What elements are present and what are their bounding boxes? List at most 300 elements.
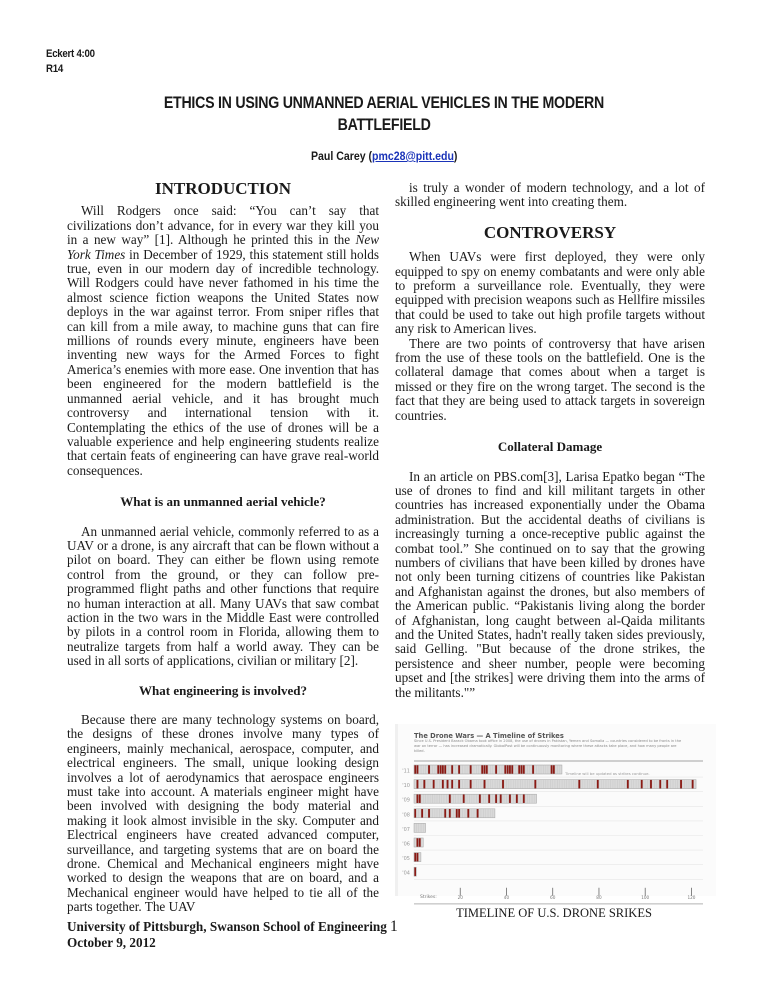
strike-cell [511,765,513,774]
strike-cell [479,809,481,818]
controversy-paragraph-2: There are two points of controversy that have arisen from the use of these tools on the battlefield. One is the collateral damage that comes about when a target is missed or they fire on the wrong target. The second is the fact that they are being used to attack targets in sovereign countries. [395,335,705,423]
strike-cell [479,794,481,803]
strike-cell [440,765,442,774]
strike-cell [440,780,442,789]
year-label: '05 [402,856,410,863]
strike-cell [451,809,453,818]
strike-cell [421,780,423,789]
author-name: Paul Carey ( [310,149,372,163]
strike-cell [481,780,483,789]
author-line [0,149,768,163]
strike-cell [428,794,430,803]
strike-cell [419,838,421,847]
strike-cell [465,780,467,789]
strike-cell [486,809,488,818]
strike-cell [514,780,516,789]
strike-cell [532,765,534,774]
strike-cell [435,809,437,818]
strike-cell [458,765,460,774]
strike-cell [523,794,525,803]
controversy-heading: CONTROVERSY [483,222,617,242]
strike-cell [442,765,444,774]
strike-cell [444,809,446,818]
strike-cell [433,794,435,803]
strike-cell [456,794,458,803]
strike-cell [497,780,499,789]
strike-cell [488,780,490,789]
strike-cell [627,780,629,789]
strike-cell [511,794,513,803]
strike-cell [486,780,488,789]
strike-cell [516,794,518,803]
strike-cell [571,780,573,789]
strike-cell [416,853,418,862]
introduction-heading: INTRODUCTION [154,179,292,198]
strike-cell [423,780,425,789]
strike-cell [518,794,520,803]
strike-cell [548,765,550,774]
strike-cell [488,809,490,818]
year-label: '08 [402,812,410,819]
strike-cell [426,780,428,789]
strike-cell [585,780,587,789]
strike-cell [474,794,476,803]
strike-cell [470,794,472,803]
strike-cell [694,780,696,789]
strike-cell [456,765,458,774]
strike-cell [428,809,430,818]
strike-cell [449,794,451,803]
strike-cell [685,780,687,789]
strike-cell [514,765,516,774]
strike-cell [564,780,566,789]
uav-heading: What is an unmanned aerial vehicle? [120,494,326,510]
strike-cell [532,780,534,789]
strike-cell [560,780,562,789]
strike-cell [419,809,421,818]
strike-cell [470,780,472,789]
strike-cell [474,809,476,818]
strike-cell [657,780,659,789]
strike-cell [467,809,469,818]
strike-cell [594,780,596,789]
strike-cell [484,794,486,803]
strike-cell [435,794,437,803]
strike-cell [527,780,529,789]
strike-cell [416,809,418,818]
strike-cell [583,780,585,789]
strike-cell [465,809,467,818]
strike-cell [652,780,654,789]
strike-cell [662,780,664,789]
x-tick-label: 20 [457,894,463,900]
strike-cell [671,780,673,789]
x-axis-label: Strikes: [420,894,437,900]
strike-cell [659,780,661,789]
strike-cell [435,780,437,789]
strike-cell [416,765,418,774]
strike-cell [504,794,506,803]
strike-cell [474,780,476,789]
strike-cell [490,780,492,789]
strike-cell [490,809,492,818]
strike-cell [477,794,479,803]
strike-cell [449,780,451,789]
strike-cell [495,765,497,774]
engineering-paragraph: Because there are many technology systems on board, the designs of these drones involve many types of engineers, mainly mechanical, aerospace, computer, and electrical engineers. The small, unique looking design involves a lot of aerodynamics that aerospace engineers must take into account. A materials engineer might have been involved with designing the body material and making it look almost invisible in the sky. Computer and Electrical engineers have created advanced computer, surveillance, and targeting systems that are on board the drone. Chemical and Mechanical engineers might have worked to design the weapons that are on board, and a Mechanical engineer would have helped to tie all of the parts together. The UAV [67,712,379,915]
strike-cell [458,809,460,818]
strike-cell [444,780,446,789]
figure-caption: TIMELINE OF U.S. DRONE SRIKES [456,906,652,920]
strike-cell [440,794,442,803]
strike-cell [419,794,421,803]
strike-cell [481,765,483,774]
strike-cell [416,780,418,789]
strike-cell [622,780,624,789]
strike-cell [500,765,502,774]
strike-cell [470,765,472,774]
strike-cell [509,780,511,789]
strike-cell [421,765,423,774]
strike-cell [514,794,516,803]
strike-cell [645,780,647,789]
strike-cell [608,780,610,789]
strike-cell [664,780,666,789]
strike-cell [442,780,444,789]
strike-cell [643,780,645,789]
title-line-2: BATTLEFIELD [337,116,431,134]
strike-cell [433,780,435,789]
strike-cell [481,794,483,803]
strike-cell [416,838,418,847]
strike-cell [456,780,458,789]
strike-cell [673,780,675,789]
strike-cell [534,765,536,774]
strike-cell [597,780,599,789]
strike-cell [430,765,432,774]
strike-cell [479,765,481,774]
strike-cell [682,780,684,789]
strike-cell [460,765,462,774]
strike-cell [599,780,601,789]
strike-cell [497,794,499,803]
drone-strike-timeline-figure [395,724,716,900]
strike-cell [442,809,444,818]
introduction-paragraph [67,204,379,478]
strike-cell [502,794,504,803]
strike-cell [518,765,520,774]
paper-title [60,92,708,136]
strike-cell [440,809,442,818]
x-tick-label: 80 [596,894,602,900]
strike-cell [484,809,486,818]
strike-cell [479,780,481,789]
strike-cell [618,780,620,789]
strike-cell [414,838,416,847]
year-label: '07 [402,826,410,833]
footer-date: October 9, 2012 [67,935,156,950]
strike-cell [423,823,425,832]
strike-cell [447,809,449,818]
page-footer [67,919,398,951]
figure-title: The Drone Wars — A Timeline of Strikes [414,732,564,740]
strike-cell [435,765,437,774]
strike-cell [541,780,543,789]
strike-cell [588,780,590,789]
strike-cell [638,780,640,789]
strike-cell [557,765,559,774]
strike-cell [641,780,643,789]
collateral-damage-paragraph: In an article on PBS.com[3], Larisa Epatko began “The use of drones to find and kill militant targets in other countries has increased exponentially under the Obama administration. But the accidental deaths of civilians is increasingly turning a once-receptive public against the combat tool.” She continued on to say that the growing numbers of civilians that have been killed by drones have not only been turning citizens of countries like Pakistan and Afghanistan against the drones, but also members of the American public. “Pakistanis living along the border of Afghanistan, long caught between al-Qaida militants and the United States, hadn't really taken sides previously, said Gelling. "But because of the drone strikes, the persistence and sheer number, people were becoming upset and [the strikes] were driving them into the arms of the militants."” [395,468,705,700]
strike-cell [463,765,465,774]
header-room: R14 [46,63,63,75]
strike-cell [421,809,423,818]
strike-cell [414,780,416,789]
strike-cell [490,765,492,774]
strike-cell [502,780,504,789]
strike-cell [414,823,416,832]
strike-cell [516,780,518,789]
strike-cell [493,780,495,789]
strike-cell [689,780,691,789]
strike-cell [419,765,421,774]
strike-cell [460,794,462,803]
strike-cell [504,765,506,774]
strike-cell [546,765,548,774]
strike-cell [548,780,550,789]
strike-cell [569,780,571,789]
strike-cell [539,780,541,789]
continuation-paragraph: is truly a wonder of modern technology, and a lot of skilled engineering went into creating them. [395,180,705,210]
timeline-note: Timeline will be updated as strikes continue. [564,771,650,776]
year-label: '06 [402,841,410,848]
strike-cell [504,780,506,789]
controversy-paragraph-1: When UAVs were first deployed, they were only equipped to spy on enemy combatants and were only able to preform a surveillance role. Eventually, they were equipped with precision weapons such as Hellfire missiles that could be used to take out high profile targets without any risk to American lives. [395,249,705,337]
strike-cell [668,780,670,789]
strike-cell [650,780,652,789]
strike-cell [423,809,425,818]
strike-cell [488,765,490,774]
strike-cell [481,809,483,818]
intro-text-b: in December of 1929, this statement still holds true, even in our modern day of incredible technology. Will Rodgers could have never fathomed in his time the almost science fiction weapons the United States now deploys in the war against terror. From sniper rifles that can kill from a mile away, to machine guns that can fire millions of rounds every minute, engineers have been inventing new ways for the Armed Forces to fight America’s enemies with more ease. One invention that has been engineered for the modern battlefield is the unmanned aerial vehicle, and it has brought much controversy and international tension with it. Contemplating the ethics of the use of drones will be a valuable experience and help engineering students realize that certain feats of engineering can have grave real-world consequences. [67,246,379,478]
strike-cell [509,794,511,803]
strike-cell [449,809,451,818]
strike-cell [551,765,553,774]
strike-cell [537,780,539,789]
strike-cell [433,809,435,818]
strike-cell [604,780,606,789]
strike-cell [601,780,603,789]
strike-cell [421,838,423,847]
strike-cell [521,780,523,789]
strike-cell [465,765,467,774]
timeline-chart [398,724,716,900]
strike-cell [472,809,474,818]
strike-cell [495,794,497,803]
strike-cell [507,780,509,789]
strike-cell [606,780,608,789]
collateral-damage-heading: Collateral Damage [497,439,603,455]
strike-cell [416,794,418,803]
strike-cell [470,809,472,818]
strike-cell [472,794,474,803]
strike-cell [497,765,499,774]
strike-cell [523,780,525,789]
strike-cell [527,794,529,803]
newspaper-name: New York Times [67,232,379,262]
strike-cell [463,809,465,818]
strike-cell [539,765,541,774]
strike-cell [530,765,532,774]
author-close-paren: ) [453,149,458,163]
strike-cell [581,780,583,789]
strike-cell [463,780,465,789]
strike-cell [426,765,428,774]
strike-cell [680,780,682,789]
strike-cell [416,823,418,832]
strike-cell [442,794,444,803]
strike-cell [419,853,421,862]
strike-cell [511,780,513,789]
figure-description: Since U.S. President Barack Obama took office in 2008, the use of drones in Pakistan, Yemen and Somalia — countries considered to be fronts in the war on terror — has increased dramatically. GlobalPost will be continuously monitoring where these attacks take place, and how many people are killed. [414,739,682,753]
strike-cell [428,780,430,789]
strike-cell [521,765,523,774]
strike-cell [453,780,455,789]
strike-cell [453,794,455,803]
strike-cell [465,794,467,803]
strike-cell [560,765,562,774]
strike-cell [423,794,425,803]
strike-cell [430,780,432,789]
strike-cell [463,794,465,803]
strike-cell [484,780,486,789]
intro-text-a: Will Rodgers once said: “You can’t say that civilizations don’t advance, for in every war they kill you in a new way” [1]. Although he printed this in the [67,203,379,248]
strike-cell [453,809,455,818]
strike-cell [493,809,495,818]
strike-cell [477,765,479,774]
page-number: 1 [389,918,398,935]
strike-cell [426,794,428,803]
strike-cell [631,780,633,789]
strike-cell [414,867,416,876]
strike-cell [500,780,502,789]
strike-cell [678,780,680,789]
strike-cell [460,780,462,789]
strike-cell [516,765,518,774]
strike-cell [472,780,474,789]
strike-cell [557,780,559,789]
strike-cell [484,765,486,774]
strike-cell [467,780,469,789]
strike-cell [592,780,594,789]
right-column [395,178,705,920]
uav-paragraph: An unmanned aerial vehicle, commonly referred to as a UAV or a drone, is any aircraft that can be flown without a pilot on board. They can either be flown using remote control from the ground, or they can follow pre-programmed flight paths and other functions that require no human interaction at all. Many UAVs that saw combat action in the two wars in the Middle East were controlled by pilots in a control room in Florida, allowing them to neutralize targets from half a world away. They can be used in all sorts of applications, civilian or military [2]. [67,523,379,669]
strike-cell [611,780,613,789]
left-column [67,178,379,915]
strike-cell [430,794,432,803]
strike-cell [493,794,495,803]
strike-cell [530,780,532,789]
strike-cell [551,780,553,789]
strike-cell [534,794,536,803]
strike-cell [578,780,580,789]
strike-cell [525,794,527,803]
year-label: '04 [402,870,410,877]
strike-cell [486,765,488,774]
strike-cell [423,765,425,774]
strike-cell [458,794,460,803]
strike-cell [419,780,421,789]
strike-cell [456,809,458,818]
strike-cell [620,780,622,789]
strike-cell [525,765,527,774]
strike-cell [437,765,439,774]
year-label: '10 [402,783,410,790]
page-header [46,47,95,77]
strike-cell [625,780,627,789]
strike-cell [541,765,543,774]
strike-cell [553,765,555,774]
strike-cell [502,765,504,774]
strike-cell [414,765,416,774]
strike-cell [687,780,689,789]
strike-cell [537,765,539,774]
strike-cell [428,765,430,774]
strike-cell [447,794,449,803]
strike-cell [490,794,492,803]
strike-cell [414,794,416,803]
strike-cell [629,780,631,789]
strike-cell [458,780,460,789]
strike-cell [509,765,511,774]
strike-cell [567,780,569,789]
strike-cell [518,780,520,789]
strike-cell [590,780,592,789]
author-email-link[interactable]: pmc28@pitt.edu [371,149,454,163]
strike-cell [636,780,638,789]
footer-institution: University of Pittsburgh, Swanson School of Engineering [67,919,387,934]
strike-cell [648,780,650,789]
strike-cell [555,765,557,774]
strike-cell [460,809,462,818]
strike-cell [414,853,416,862]
strike-cell [544,765,546,774]
strike-cell [430,809,432,818]
strike-cell [437,809,439,818]
strike-cell [615,780,617,789]
strike-cell [530,794,532,803]
strike-cell [477,809,479,818]
strike-cell [447,780,449,789]
strike-cell [655,780,657,789]
strike-cell [449,765,451,774]
strike-cell [525,780,527,789]
strike-cell [613,780,615,789]
strike-cell [493,765,495,774]
strike-cell [544,780,546,789]
x-tick-label: 60 [550,894,556,900]
strike-cell [426,809,428,818]
strike-cell [507,794,509,803]
strike-cell [472,765,474,774]
strike-cell [421,823,423,832]
title-line-1: ETHICS IN USING UNMANNED AERIAL VEHICLES IN THE MODERN [163,94,605,112]
strike-cell [474,765,476,774]
engineering-heading: What engineering is involved? [139,682,307,698]
strike-cell [507,765,509,774]
strike-cell [521,794,523,803]
strike-cell [634,780,636,789]
